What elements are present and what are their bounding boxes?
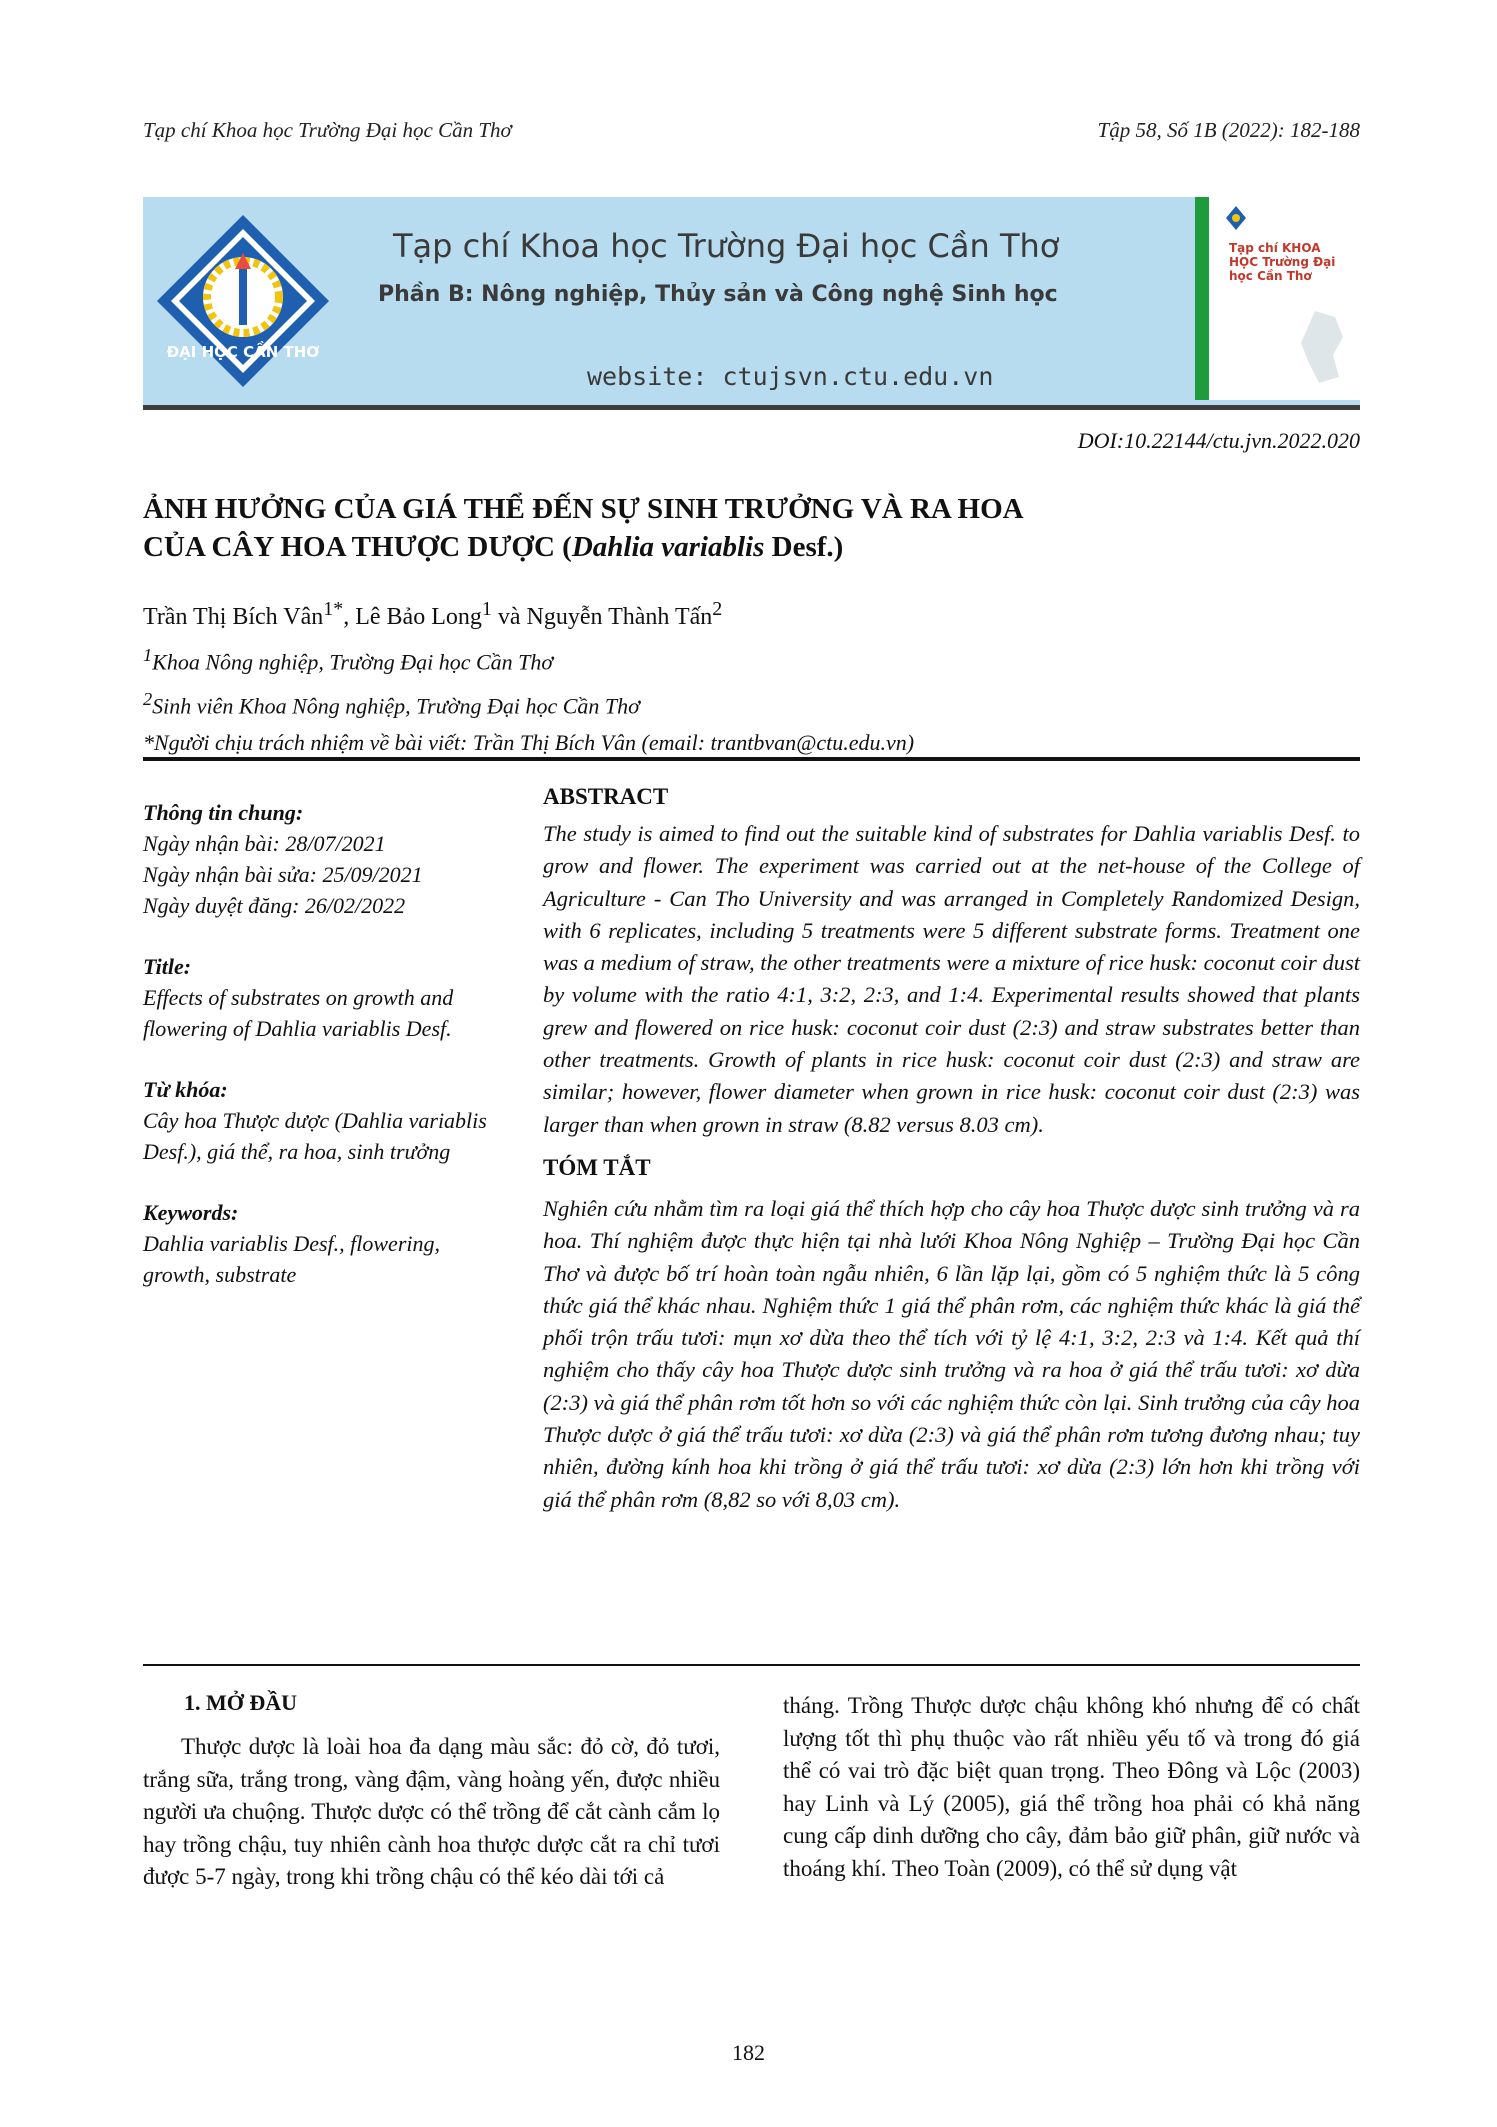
revised-date: Ngày nhận bài sửa: 25/09/2021	[143, 862, 423, 887]
general-info-heading: Thông tin chung:	[143, 800, 304, 825]
article-title-line1: ẢNH HƯỞNG CỦA GIÁ THỂ ĐẾN SỰ SINH TRƯỞNG VÀ RA HOA	[143, 493, 1024, 525]
header-rule	[143, 757, 1360, 761]
cover-map-icon	[1295, 307, 1350, 387]
body-text-left: Thược dược là loài hoa đa dạng màu sắc: đỏ cờ, đỏ tươi, trắng sữa, trắng trong, vàng đậm, vàng hoàng yến, được nhiều người ưa chuộng. Thược dược có thể trồng để cắt cành cắm lọ hay trồng chậu, tuy nhiên cành hoa thược dược cắt ra chỉ tươi được 5-7 ngày, trong khi trồng chậu có thể kéo dài tới cả	[143, 1734, 720, 1889]
author-3: và Nguyễn Thành Tấn	[491, 604, 713, 630]
running-head-volume: Tập 58, Số 1B (2022): 182-188	[1097, 118, 1360, 142]
article-title	[143, 490, 1263, 566]
journal-banner	[143, 197, 1360, 410]
doi: DOI:10.22144/ctu.jvn.2022.020	[1077, 428, 1360, 453]
section-heading-introduction: 1. MỞ ĐẦU	[184, 1690, 298, 1715]
running-head-journal: Tạp chí Khoa học Trường Đại học Cần Thơ	[143, 118, 512, 142]
abstract-text: The study is aimed to find out the suitable kind of substrates for Dahlia variablis Desf. to grow and flower. The experiment was carried out at the net-house of the College of Agriculture - Can Tho University and was arranged in Completely Randomized Design, with 6 replicates, including 5 treatments were 5 different substrate forms. Treatment one was a medium of straw, the other treatments were a mixture of rice husk: coconut coir dust by volume with the ratio 4:1, 3:2, 2:3, and 1:4. Experimental results showed that plants grew and flowered on rice husk: coconut coir dust (2:3) and straw substrates better than other treatments. Growth of plants in rice husk: coconut coir dust (2:3) and straw are similar; however, flower diameter when grown in rice husk: coconut coir dust (2:3) was larger than when grown in straw (8.82 versus 8.03 cm).	[543, 821, 1360, 1137]
journal-cover-thumbnail	[1195, 197, 1360, 400]
author-2: , Lê Bảo Long	[343, 604, 482, 630]
affiliation-1: $^1$Khoa Nông nghiệp, Trường Đại học Cần Thơ	[143, 645, 554, 675]
banner-title: Tạp chí Khoa học Trường Đại học Cần Thơ	[393, 227, 1060, 265]
keywords-vi: Cây hoa Thược dược (Dahlia variablis Desf.), giá thể, ra hoa, sinh trưởng	[143, 1108, 487, 1164]
article-title-line2: CỦA CÂY HOA THƯỢC DƯỢC (Dahlia variablis Desf.)	[143, 531, 844, 563]
abstract-rule	[143, 1664, 1360, 1666]
accepted-date: Ngày duyệt đăng: 26/02/2022	[143, 893, 406, 918]
page-number: 182	[732, 2040, 765, 2065]
tomtat-text: Nghiên cứu nhằm tìm ra loại giá thể thích hợp cho cây hoa Thược dược sinh trưởng và ra hoa. Thí nghiệm được thực hiện tại nhà lưới Khoa Nông Nghiệp – Trường Đại học Cần Thơ và được bố trí hoàn toàn ngẫu nhiên, 6 lần lặp lại, gồm có 5 nghiệm thức là 5 công thức giá thể khác nhau. Nghiệm thức 1 giá thể phân rơm, các nghiệm thức khác là giá thể phối trộn trấu tươi: mụn xơ dừa theo thể tích với tỷ lệ 4:1, 3:2, 2:3 và 1:4. Kết quả thí nghiệm cho thấy cây hoa Thược dược sinh trưởng và ra hoa ở giá thể trấu tươi: xơ dừa (2:3) và giá thể phân rơm tốt hơn so với các nghiệm thức còn lại. Sinh trưởng của cây hoa Thược dược ở giá thể trấu tươi: xơ dừa (2:3) và giá thể phân rơm tương đương nhau; tuy nhiên, đường kính hoa khi trồng ở giá thể trấu tươi: xơ dừa (2:3) lớn hơn khi trồng với giá thể phân rơm (8,82 so với 8,03 cm).	[543, 1195, 1360, 1512]
tomtat-heading: TÓM TẮT	[543, 1154, 651, 1180]
author-list: Trần Thị Bích Vân$^{1*}$, Lê Bảo Long$^1$ và Nguyễn Thành Tấn$^2$	[143, 598, 723, 630]
article-info-column	[143, 797, 503, 1290]
cover-green-bar	[1195, 197, 1209, 400]
banner-subtitle: Phần B: Nông nghiệp, Thủy sản và Công nghệ Sinh học	[378, 282, 1058, 307]
author-1: Trần Thị Bích Vân	[143, 604, 324, 630]
received-date: Ngày nhận bài: 28/07/2021	[143, 831, 386, 856]
banner-website: website: ctujsvn.ctu.edu.vn	[587, 362, 994, 391]
body-text-right: tháng. Trồng Thược dược chậu không khó nhưng để có chất lượng tốt thì phụ thuộc vào rất nhiều yếu tố và trong đó giá thể có vai trò đặc biệt quan trọng. Theo Đông và Lộc (2003) hay Linh và Lý (2005), giá thể trồng hoa phải có khả năng cung cấp dinh dưỡng cho cây, đảm bảo giữ phân, giữ nước và thoáng khí. Theo Toàn (2009), có thể sử dụng vật	[783, 1693, 1360, 1881]
english-title-heading: Title:	[143, 954, 192, 979]
english-title: Effects of substrates on growth and flowering of Dahlia variablis Desf.	[143, 985, 454, 1041]
affiliation-2: $^2$Sinh viên Khoa Nông nghiệp, Trường Đại học Cần Thơ	[143, 689, 640, 719]
university-logo-icon	[153, 211, 333, 391]
keywords-vi-heading: Từ khóa:	[143, 1077, 228, 1102]
svg-text:ĐẠI HỌC CẦN THƠ: ĐẠI HỌC CẦN THƠ	[166, 343, 320, 361]
abstract-column	[543, 782, 1360, 1516]
corresponding-author: *Người chịu trách nhiệm về bài viết: Trần Thị Bích Vân (email: trantbvan@ctu.edu.vn)	[143, 730, 915, 755]
abstract-heading: ABSTRACT	[543, 784, 669, 809]
cover-emblem-icon	[1225, 205, 1247, 233]
keywords-en-heading: Keywords:	[143, 1200, 239, 1225]
cover-title: Tạp chí KHOA HỌC Trường Đại học Cần Thơ	[1229, 241, 1336, 283]
keywords-en: Dahlia variablis Desf., flowering, growth, substrate	[143, 1231, 440, 1287]
